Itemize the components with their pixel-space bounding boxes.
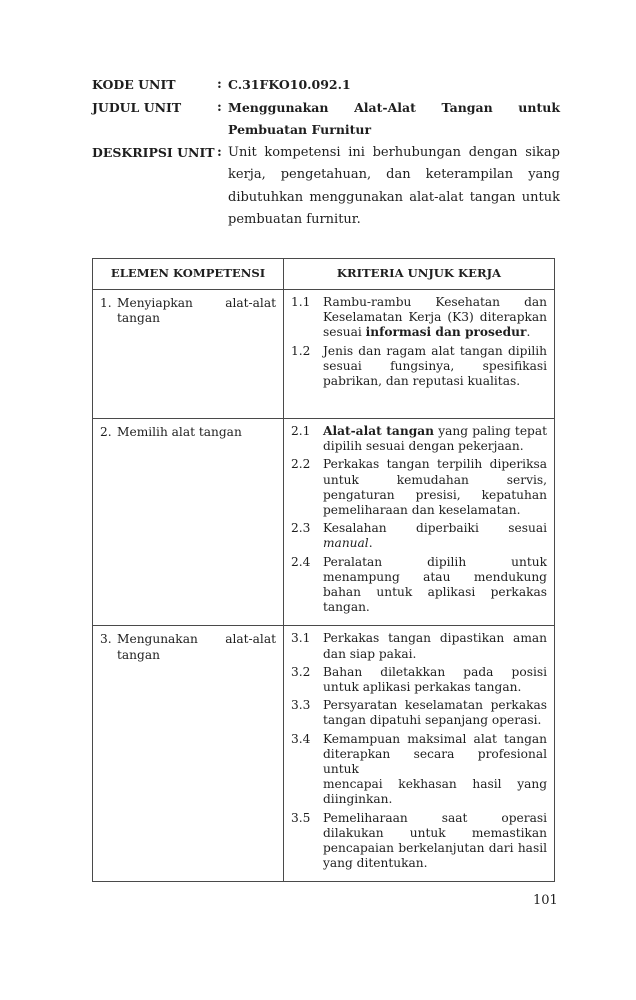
deskripsi-unit-row bbox=[92, 142, 560, 232]
criterion-line: dilakukan untuk memastikan bbox=[323, 825, 547, 840]
table-header-row bbox=[93, 259, 555, 290]
criterion-line: tangan. bbox=[323, 600, 370, 615]
criterion-text bbox=[323, 555, 547, 616]
criterion-number: 3.3 bbox=[291, 698, 311, 713]
element-name bbox=[117, 632, 276, 662]
competency-table bbox=[92, 258, 555, 882]
criterion-number: 2.2 bbox=[291, 457, 311, 472]
criterion-line: pengaturan presisi, kepatuhan bbox=[323, 487, 547, 502]
criterion-line: menampung atau mendukung bbox=[323, 569, 547, 584]
criterion-line: untuk aplikasi perkakas tangan. bbox=[323, 680, 522, 695]
table-row bbox=[93, 290, 555, 419]
colon: : bbox=[217, 144, 222, 160]
element-number: 1. bbox=[100, 296, 112, 310]
criterion-line: dipilih sesuai dengan pekerjaan. bbox=[323, 439, 524, 454]
criterion-line: pabrikan, dan reputasi kualitas. bbox=[323, 374, 521, 389]
criterion-line: Bahan diletakkan pada posisi bbox=[323, 664, 547, 679]
criterion-text bbox=[323, 665, 547, 695]
criterion-number: 1.1 bbox=[291, 295, 311, 309]
criterion-line: diinginkan. bbox=[323, 792, 393, 807]
criterion bbox=[291, 732, 547, 808]
element-line: Mengunakan alat-alat bbox=[117, 632, 276, 647]
criterion-line: Rambu-rambu Kesehatan dan bbox=[323, 295, 547, 309]
judul-unit-row bbox=[92, 97, 560, 142]
element-number: 2. bbox=[100, 425, 112, 439]
criterion bbox=[291, 698, 547, 728]
text: sesuai bbox=[323, 325, 366, 340]
judul-unit-label: JUDUL UNIT bbox=[92, 99, 182, 115]
criterion-text bbox=[323, 295, 547, 341]
criterion-line: pencapaian berkelanjutan dari hasil bbox=[323, 841, 547, 856]
criterion-number: 3.4 bbox=[291, 731, 311, 746]
criterion-text bbox=[323, 521, 547, 551]
element-line: Menyiapkan alat-alat bbox=[117, 296, 276, 310]
deskripsi-line: dibutuhkan menggunakan alat-alat tangan untuk bbox=[228, 189, 560, 205]
criterion-line: mencapai kekhasan hasil yang bbox=[323, 777, 547, 792]
criterion bbox=[291, 344, 547, 390]
criterion-line bbox=[323, 536, 547, 551]
colon: : bbox=[217, 77, 222, 92]
criterion-number: 3.2 bbox=[291, 664, 311, 679]
kode-unit-value: C.31FKO10.092.1 bbox=[228, 77, 351, 92]
criterion-text bbox=[323, 344, 547, 390]
criterion-text bbox=[323, 457, 547, 518]
criterion bbox=[291, 555, 547, 616]
criterion-line bbox=[323, 325, 547, 340]
unit-header bbox=[92, 74, 560, 232]
element-cell bbox=[93, 419, 284, 626]
deskripsi-line: pembuatan furnitur. bbox=[228, 212, 361, 227]
table-row bbox=[93, 419, 555, 626]
criteria-cell bbox=[284, 290, 555, 419]
criterion bbox=[291, 295, 547, 341]
criterion-text bbox=[323, 732, 547, 808]
criterion-line: dan siap pakai. bbox=[323, 646, 417, 661]
criterion-line: sesuai fungsinya, spesifikasi bbox=[323, 358, 547, 373]
kode-unit-label: KODE UNIT bbox=[92, 77, 176, 92]
table-row bbox=[93, 626, 555, 882]
judul-unit-value bbox=[228, 97, 560, 142]
text: . bbox=[368, 536, 373, 551]
criterion-text bbox=[323, 631, 547, 661]
page-number: 101 bbox=[533, 893, 558, 908]
criterion-text bbox=[323, 811, 547, 872]
criteria-cell bbox=[284, 419, 555, 626]
element-line: Memilih alat tangan bbox=[117, 425, 242, 439]
criterion-line: Perkakas tangan terpilih diperiksa bbox=[323, 457, 547, 472]
criterion-line: Jenis dan ragam alat tangan dipilih bbox=[323, 343, 547, 358]
criterion bbox=[291, 521, 547, 551]
judul-line: Menggunakan Alat-Alat Tangan untuk bbox=[228, 99, 560, 115]
criterion-line: Persyaratan keselamatan perkakas bbox=[323, 698, 547, 713]
deskripsi-line: kerja, pengetahuan, dan keterampilan yang bbox=[228, 167, 560, 182]
element-number: 3. bbox=[100, 632, 112, 647]
criterion-line: diterapkan secara profesional untuk bbox=[323, 746, 547, 777]
criterion-line: yang ditentukan. bbox=[323, 856, 428, 871]
criterion bbox=[291, 811, 547, 872]
criterion-line: untuk kemudahan servis, bbox=[323, 472, 547, 487]
criterion bbox=[291, 457, 547, 518]
deskripsi-unit-label: DESKRIPSI UNIT bbox=[92, 144, 215, 160]
criteria-cell bbox=[284, 626, 555, 882]
criterion bbox=[291, 665, 547, 695]
criterion-line: Perkakas tangan dipastikan aman bbox=[323, 631, 547, 646]
bold-term: Alat-alat tangan bbox=[323, 424, 434, 438]
criterion-line: Peralatan dipilih untuk bbox=[323, 554, 547, 569]
criterion-line: Keselamatan Kerja (K3) diterapkan bbox=[323, 310, 547, 325]
element-line: tangan bbox=[117, 647, 160, 662]
deskripsi-line: Unit kompetensi ini berhubungan dengan sikap bbox=[228, 144, 560, 160]
criterion bbox=[291, 424, 547, 454]
criterion-number: 2.1 bbox=[291, 424, 311, 438]
text: yang paling tepat bbox=[433, 424, 548, 438]
criterion bbox=[291, 631, 547, 661]
kode-unit-row bbox=[92, 74, 560, 97]
element-name bbox=[117, 296, 276, 326]
criterion-number: 2.4 bbox=[291, 554, 311, 569]
criterion-line: Kemampuan maksimal alat tangan bbox=[323, 731, 547, 746]
criterion-number: 3.5 bbox=[291, 810, 311, 825]
element-cell bbox=[93, 626, 284, 882]
criterion-line bbox=[323, 424, 547, 439]
text: . bbox=[526, 325, 531, 340]
criterion-line: bahan untuk aplikasi perkakas bbox=[323, 585, 547, 600]
judul-line: Pembuatan Furnitur bbox=[228, 122, 372, 137]
criterion-line: tangan dipatuhi sepanjang operasi. bbox=[323, 713, 542, 728]
bold-term: informasi dan prosedur bbox=[365, 325, 527, 340]
criterion-number: 1.2 bbox=[291, 343, 311, 358]
header-elemen-kompetensi: ELEMEN KOMPETENSI bbox=[93, 259, 284, 290]
criterion-number: 2.3 bbox=[291, 521, 311, 536]
criterion-text bbox=[323, 698, 547, 728]
criterion-text bbox=[323, 424, 547, 454]
element-line: tangan bbox=[117, 311, 160, 326]
italic-term: manual bbox=[323, 536, 369, 551]
colon: : bbox=[217, 99, 222, 115]
criterion-number: 3.1 bbox=[291, 631, 311, 646]
element-cell bbox=[93, 290, 284, 419]
deskripsi-unit-value bbox=[228, 142, 560, 232]
criterion-line: pemeliharaan dan keselamatan. bbox=[323, 503, 521, 518]
element-name bbox=[117, 425, 276, 440]
criterion-line: Kesalahan diperbaiki sesuai bbox=[323, 521, 547, 536]
criterion-line: Pemeliharaan saat operasi bbox=[323, 810, 547, 825]
header-kriteria-unjuk-kerja: KRITERIA UNJUK KERJA bbox=[284, 259, 555, 290]
